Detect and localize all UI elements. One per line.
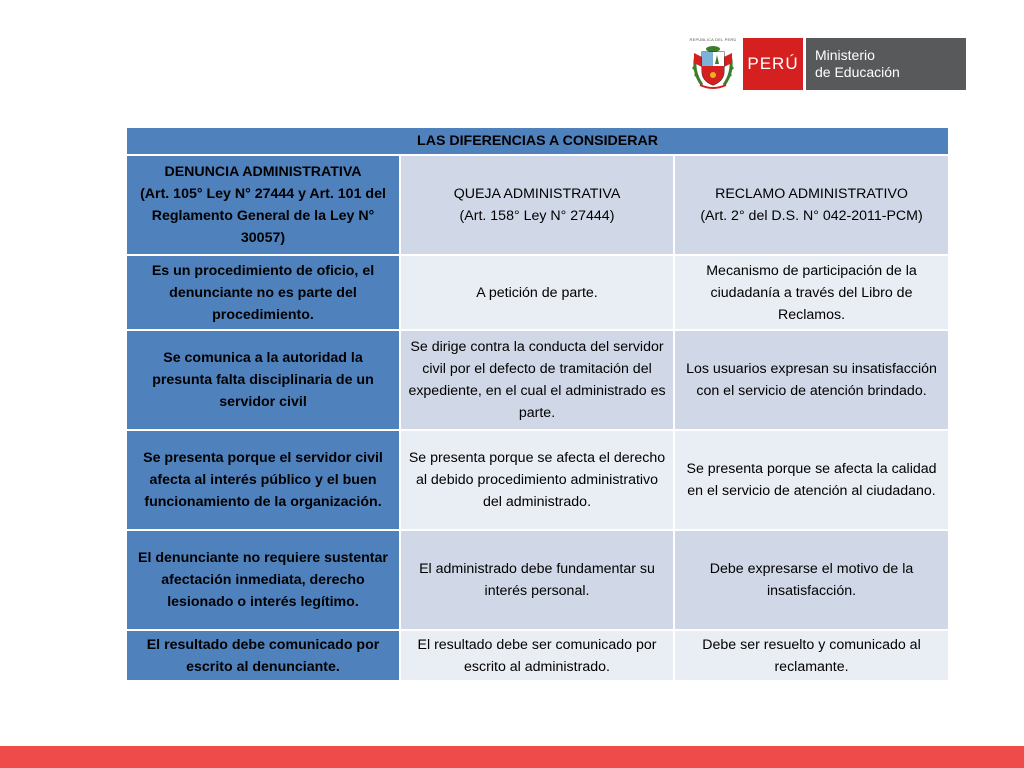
country-badge: PERÚ (743, 38, 803, 90)
table-title-row (127, 128, 948, 154)
footer-accent-bar (0, 746, 1024, 768)
table-cell: Se presenta porque el servidor civil afecta al interés público y el buen funcionamiento de la organización. (127, 431, 399, 529)
table-cell: El resultado debe ser comunicado por escrito al administrado. (401, 631, 673, 680)
table-cell: El denunciante no requiere sustentar afectación inmediata, derecho lesionado o interés legítimo. (127, 531, 399, 629)
table-cell: Se presenta porque se afecta el derecho al debido procedimiento administrativo del administrado. (401, 431, 673, 529)
table-row (127, 531, 948, 629)
table-cell: Se dirige contra la conducta del servidor civil por el defecto de tramitación del expediente, en el cual el administrado es parte. (401, 331, 673, 429)
table-header-row (127, 156, 948, 254)
ministry-name (806, 38, 966, 90)
column-header-title: DENUNCIA ADMINISTRATIVA (164, 164, 362, 180)
table-title: LAS DIFERENCIAS A CONSIDERAR (127, 128, 948, 154)
table-cell: El resultado debe comunicado por escrito al denunciante. (127, 631, 399, 680)
table-cell: Debe ser resuelto y comunicado al reclamante. (675, 631, 948, 680)
table-cell: El administrado debe fundamentar su interés personal. (401, 531, 673, 629)
column-header-denuncia (127, 156, 399, 254)
table-row (127, 331, 948, 429)
table-cell: A petición de parte. (401, 256, 673, 329)
column-header-reclamo (675, 156, 948, 254)
column-header-subtitle: (Art. 158° Ley N° 27444) (459, 208, 615, 224)
column-header-queja (401, 156, 673, 254)
peru-coat-of-arms-icon (688, 37, 738, 92)
coat-caption: REPÚBLICA DEL PERÚ (689, 37, 737, 42)
table-cell: Se presenta porque se afecta la calidad en el servicio de atención al ciudadano. (675, 431, 948, 529)
ministry-logo (688, 37, 966, 92)
table-row (127, 431, 948, 529)
ministry-line-2: de Educación (815, 64, 900, 80)
table-cell: Se comunica a la autoridad la presunta falta disciplinaria de un servidor civil (127, 331, 399, 429)
table-cell: Mecanismo de participación de la ciudadanía a través del Libro de Reclamos. (675, 256, 948, 329)
table-cell: Es un procedimiento de oficio, el denunciante no es parte del procedimiento. (127, 256, 399, 329)
table-cell: Los usuarios expresan su insatisfacción con el servicio de atención brindado. (675, 331, 948, 429)
comparison-table (125, 126, 950, 682)
table-row (127, 631, 948, 680)
column-header-title: RECLAMO ADMINISTRATIVO (715, 186, 908, 202)
column-header-subtitle: (Art. 105° Ley N° 27444 y Art. 101 del Reglamento General de la Ley N° 30057) (140, 186, 386, 246)
ministry-line-1: Ministerio (815, 47, 875, 63)
column-header-subtitle: (Art. 2° del D.S. N° 042-2011-PCM) (700, 208, 923, 224)
table-row (127, 256, 948, 329)
table-cell: Debe expresarse el motivo de la insatisfacción. (675, 531, 948, 629)
column-header-title: QUEJA ADMINISTRATIVA (453, 186, 621, 202)
